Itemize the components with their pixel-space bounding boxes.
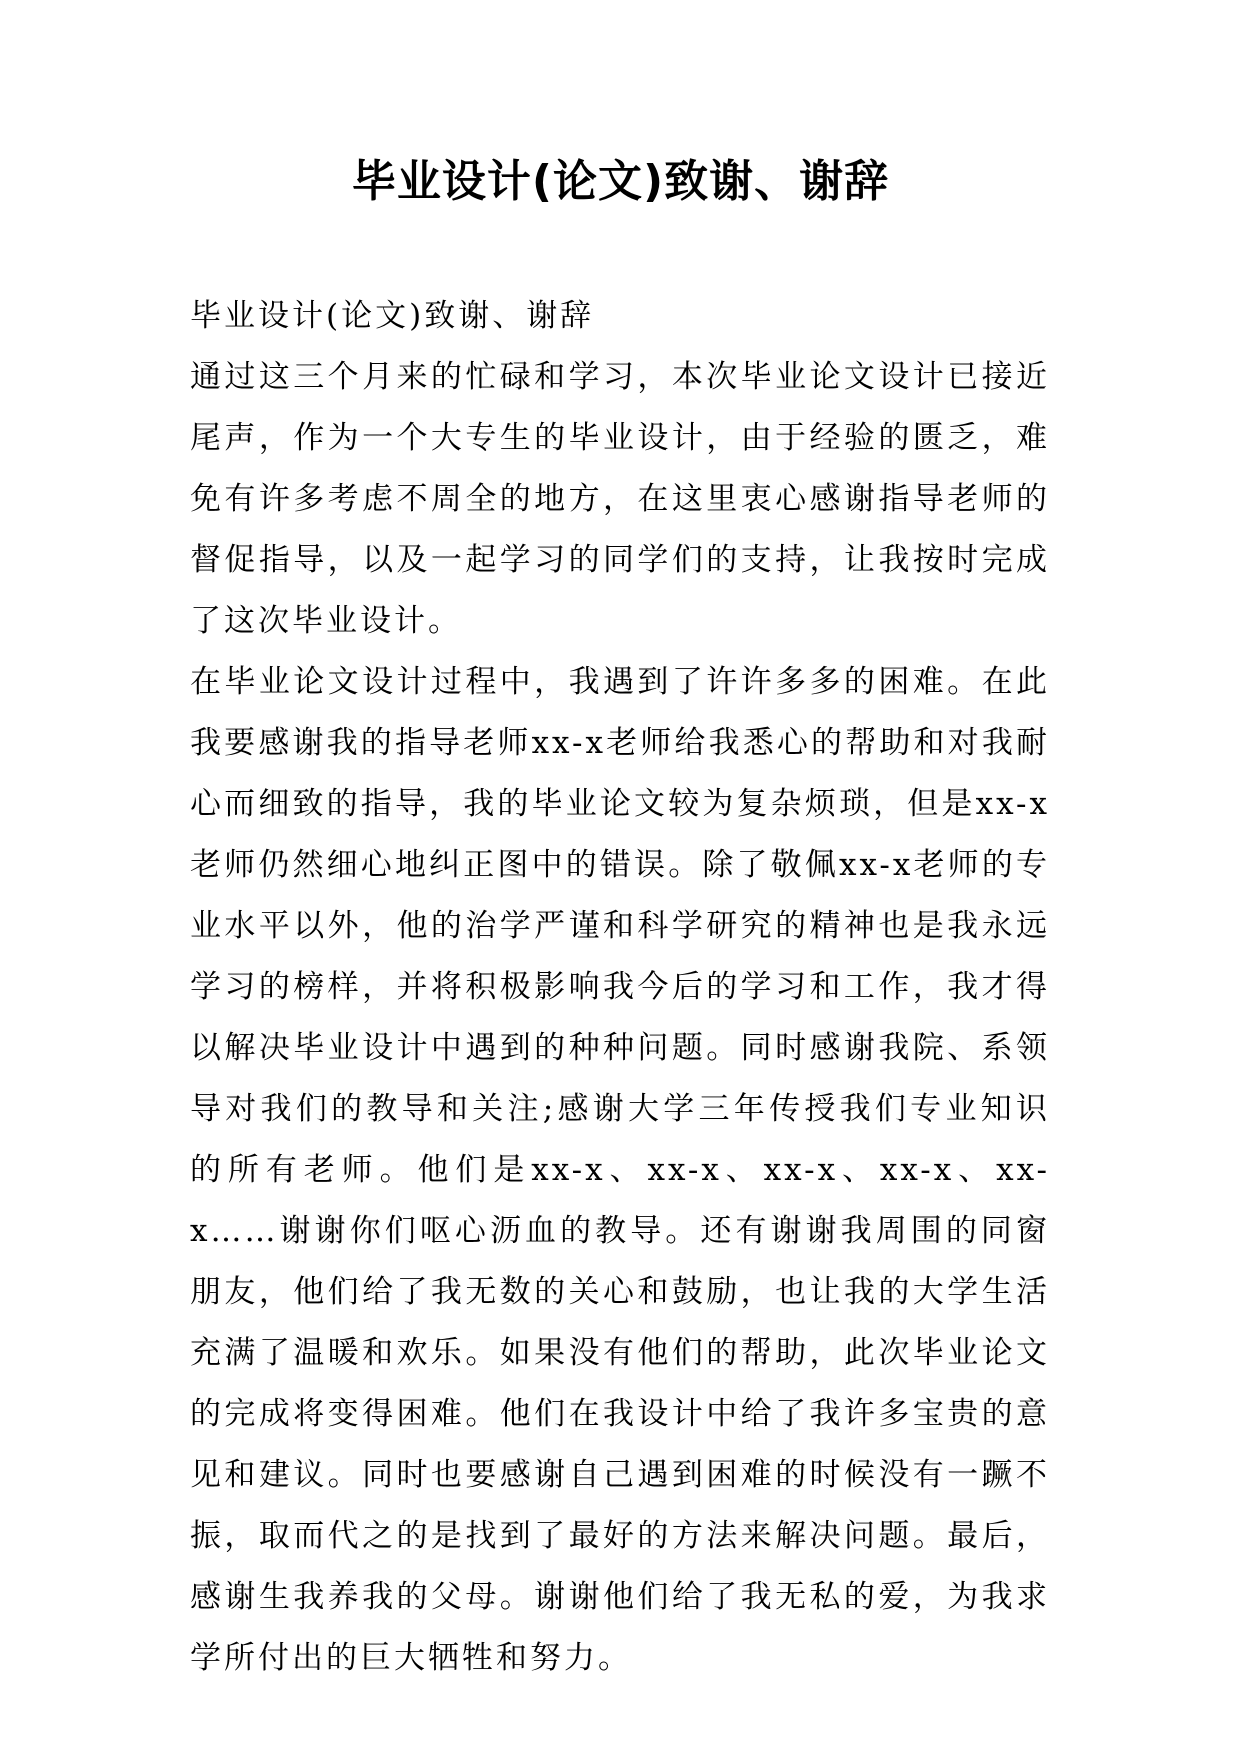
document-subtitle: 毕业设计(论文)致谢、谢辞	[190, 298, 595, 334]
page-title: 毕业设计(论文)致谢、谢辞	[351, 156, 890, 207]
document-body	[190, 286, 1050, 1689]
paragraph-1: 通过这三个月来的忙碌和学习，本次毕业论文设计已接近尾声，作为一个大专生的毕业设计，由于经验的匮乏，难免有许多考虑不周全的地方，在这里衷心感谢指导老师的督促指导，以及一起学习的同学们的支持，让我按时完成了这次毕业设计。	[190, 359, 1050, 639]
paragraph-2: 在毕业论文设计过程中，我遇到了许许多多的困难。在此我要感谢我的指导老师xx-x老师给我悉心的帮助和对我耐心而细致的指导，我的毕业论文较为复杂烦琐，但是xx-x老师仍然细心地纠正图中的错误。除了敬佩xx-x老师的专业水平以外，他的治学严谨和科学研究的精神也是我永远学习的榜样，并将积极影响我今后的学习和工作，我才得以解决毕业设计中遇到的种种问题。同时感谢我院、系领导对我们的教导和关注;感谢大学三年传授我们专业知识的所有老师。他们是xx-x、xx-x、xx-x、xx-x、xx-x……谢谢你们呕心沥血的教导。还有谢谢我周围的同窗朋友，他们给了我无数的关心和鼓励，也让我的大学生活充满了温暖和欢乐。如果没有他们的帮助，此次毕业论文的完成将变得困难。他们在我设计中给了我许多宝贵的意见和建议。同时也要感谢自己遇到困难的时候没有一蹶不振，取而代之的是找到了最好的方法来解决问题。最后，感谢生我养我的父母。谢谢他们给了我无私的爱，为我求学所付出的巨大牺牲和努力。	[190, 664, 1050, 1676]
